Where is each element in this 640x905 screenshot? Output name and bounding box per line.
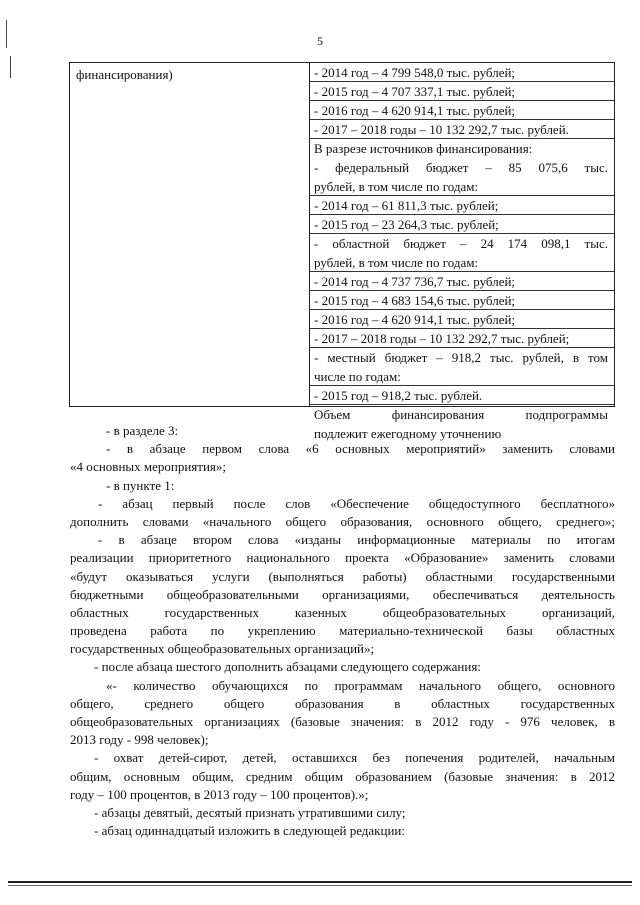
body-line: бюджетными общеобразовательными организациями, обеспечиваться деятельность	[70, 586, 615, 602]
body-line: областных государственных казенных общеобразовательных организаций,	[70, 604, 615, 620]
table-left-cell: финансирования)	[76, 67, 173, 82]
body-line: общеобразовательных организациях (базовые значения: в 2012 году - 976 человек, в	[70, 714, 615, 729]
body-line: - в абзаце втором слова «изданы информационные материалы по итогам	[98, 532, 615, 548]
footer-rule-thin	[8, 885, 632, 886]
body-line: - абзац первый после слов «Обеспечение общедоступного бесплатного»	[98, 495, 615, 511]
table-line: рублей, в том числе по годам:	[310, 253, 614, 272]
table-line: числе по годам:	[310, 367, 614, 386]
body-line: проведена работа по укреплению материально-технической базы областных	[70, 623, 615, 639]
table-line: В разрезе источников финансирования:	[314, 141, 533, 156]
body-line: государственных общеобразовательных организаций»;	[70, 641, 375, 657]
body-line: - в разделе 3:	[106, 423, 179, 438]
table-line: Объем финансирования подпрограммы	[314, 407, 608, 422]
table-right-cell	[310, 63, 614, 443]
body-line: «будут оказываться услуги (выполняться работы) областными государственными	[70, 568, 615, 584]
body-line: «4 основных мероприятия»;	[70, 459, 226, 475]
page-number: 5	[317, 34, 323, 48]
table-line: - 2015 год – 4 707 337,1 тыс. рублей;	[310, 82, 614, 101]
body-line: - абзац одиннадцатый изложить в следующей редакции:	[94, 823, 405, 839]
table-line: - местный бюджет – 918,2 тыс. рублей, в том	[314, 350, 608, 365]
table-line: - 2015 год – 918,2 тыс. рублей.	[310, 386, 614, 405]
table-line: - 2017 – 2018 годы – 10 132 292,7 тыс. рублей;	[310, 329, 614, 348]
body-line: дополнить словами «начального общего образования, основного общего, среднего»;	[70, 513, 615, 529]
table-line: - 2016 год – 4 620 914,1 тыс. рублей;	[310, 101, 614, 120]
body-line: реализации приоритетного национального проекта «Образование» заменить словами	[70, 550, 615, 566]
table-line: - 2014 год – 4 737 736,7 тыс. рублей;	[310, 272, 614, 291]
body-line: 2013 году - 998 человек);	[70, 732, 209, 748]
body-line: «- количество обучающихся по программам начального общего, основного	[106, 677, 615, 693]
body-line: общим, основным общим, средним общим образованием (базовые значения: в 2012	[70, 768, 615, 784]
table-line: - 2015 год – 4 683 154,6 тыс. рублей;	[310, 291, 614, 310]
table-line: - 2017 – 2018 годы – 10 132 292,7 тыс. рублей.	[310, 120, 614, 139]
table-line: - областной бюджет – 24 174 098,1 тыс.	[314, 236, 608, 251]
margin-mark-lower	[10, 56, 11, 78]
body-line: - охват детей-сирот, детей, оставшихся без попечения родителей, начальным	[94, 750, 615, 766]
table-line: рублей, в том числе по годам:	[310, 177, 614, 196]
footer-rule	[8, 881, 632, 883]
document-body	[70, 422, 615, 840]
table-line: - федеральный бюджет – 85 075,6 тыс.	[314, 160, 608, 175]
table-line: - 2015 год – 23 264,3 тыс. рублей;	[310, 215, 614, 234]
body-line: - в абзаце первом слова «6 основных мероприятий» заменить словами	[106, 441, 615, 457]
table-line: - 2014 год – 4 799 548,0 тыс. рублей;	[310, 63, 614, 82]
body-line: году – 100 процентов, в 2013 году – 100 процентов).»;	[70, 786, 369, 802]
body-line: - в пункте 1:	[106, 477, 175, 493]
body-line: - абзацы девятый, десятый признать утратившими силу;	[94, 804, 406, 820]
body-line: общего, среднего общего образования в областных государственных	[70, 695, 615, 711]
body-line: - после абзаца шестого дополнить абзацами следующего содержания:	[94, 659, 481, 675]
table-line: подлежит ежегодному уточнению	[314, 426, 502, 441]
table-line: - 2014 год – 61 811,3 тыс. рублей;	[310, 196, 614, 215]
table-line: - 2016 год – 4 620 914,1 тыс. рублей;	[310, 310, 614, 329]
margin-mark-upper	[6, 20, 7, 48]
